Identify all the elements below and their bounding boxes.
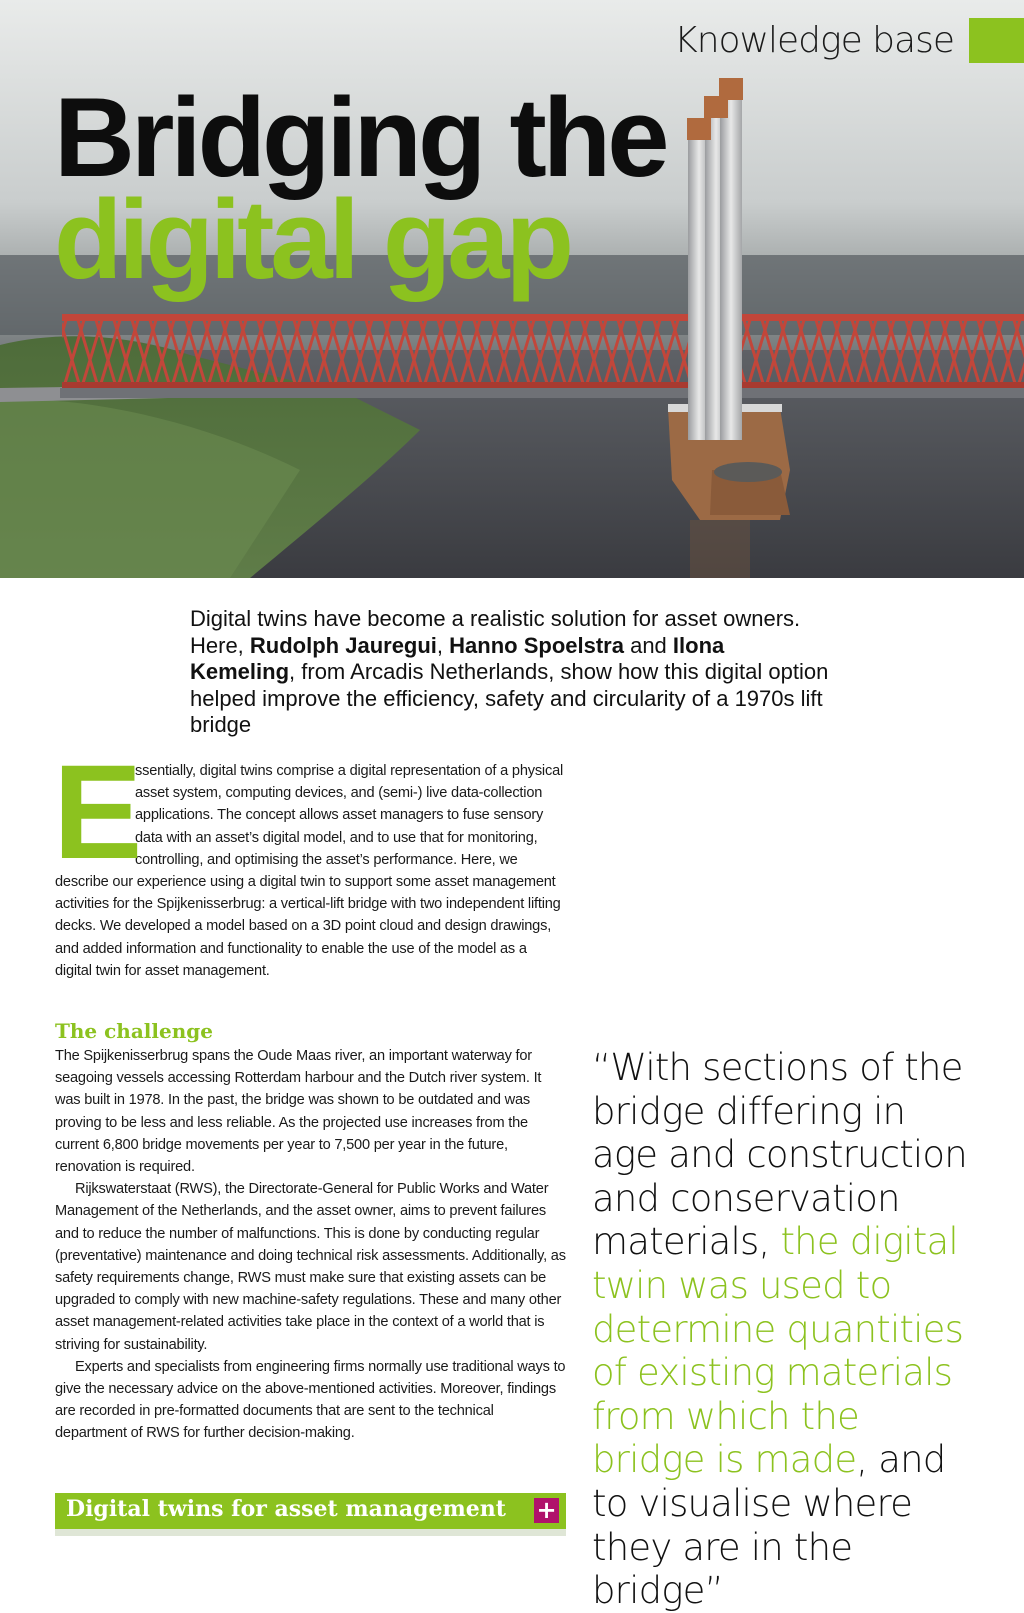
paragraph-text: The Spijkenisserbrug spans the Oude Maas river, an important waterway for seagoing vessels accessing Rotterdam harbour and the Dutch river system. It was built in 1978. In the past, the bridge was shown to be outdated and was proving to be less and less reliable. As the projected use increases from the current 6,800 bridge movements per year to 7,500 per year in the future, renovation is required.: [55, 1048, 542, 1176]
paragraph-text: Rijkswaterstaat (RWS), the Directorate-General for Public Works and Water Management of the Netherlands, and the asset owner, aims to prevent failures and to reduce the number of malfunctions. This is done by conducting regular (preventative) maintenance and doing technical risk assessments. Additionally, as safety requirements change, RWS must make sure that existing assets can be upgraded to comply with new machine-safety regulations. These and many other asset management-related activities take place in the context of a world that is striving for sustainability.: [55, 1181, 566, 1353]
drop-cap-letter: E: [53, 738, 143, 887]
sidebar-box-title: Digital twins for asset management: [66, 1496, 506, 1522]
intro-separator: and: [623, 632, 673, 658]
quote-text: “With sections of the bridge differing in age and construction and conservation materials,: [592, 1046, 967, 1264]
author-name: Hanno Spoelstra: [449, 632, 624, 658]
drop-cap: [53, 738, 143, 887]
intro-separator: ,: [436, 632, 450, 658]
page-title-line2: digital gap: [54, 177, 570, 302]
author-name: Rudolph Jauregui: [249, 632, 437, 658]
body-paragraphs-challenge: [55, 1045, 567, 1445]
section-heading: The challenge: [55, 1019, 213, 1043]
body-paragraph-1: [53, 738, 567, 982]
paragraph-text: Experts and specialists from engineering firms normally use traditional ways to give the necessary advice on the above-mentioned activities. Moreover, findings are recorded in pre-formatted documents that are sent to the technical department of RWS for further decision-making.: [55, 1358, 566, 1442]
section-label: Knowledge base: [674, 20, 954, 61]
intro-text: Digital twins have become a realistic solution for asset owners. Here,: [190, 606, 801, 658]
author-name: Ilona Kemeling: [190, 632, 725, 684]
pull-quote: [592, 1046, 972, 1613]
sidebar-box-body: [55, 1529, 566, 1536]
intro-text: , from Arcadis Netherlands, show how this digital option helped improve the efficiency, safety and circularity of a 1970s lift bridge: [190, 659, 829, 737]
page-title-line1: Bridging the: [54, 75, 666, 200]
section-tab-marker: [969, 18, 1024, 63]
quote-text: , and to visualise where they are in the bridge”: [592, 1438, 946, 1613]
intro-standfirst: [190, 606, 830, 739]
plus-icon: +: [534, 1498, 559, 1523]
paragraph-text: ssentially, digital twins comprise a digital representation of a physical asset system, computing devices, and (semi-) live data-collection applications. The concept allows asset managers to fuse sensory data with an asset’s digital model, and to use that for monitoring, controlling, and optimising the asset’s performance. Here, we describe our experience using a digital twin to support some asset management activities for the Spijkenisserbrug: a vertical-lift bridge with two independent lifting decks. We developed a model based on a 3D point cloud and design drawings, and added information and functionality to enable the use of the model as a digital twin for asset management.: [55, 763, 564, 979]
quote-highlight: the digital twin was used to determine quantities of existing materials from which the bridge is made: [592, 1220, 964, 1482]
